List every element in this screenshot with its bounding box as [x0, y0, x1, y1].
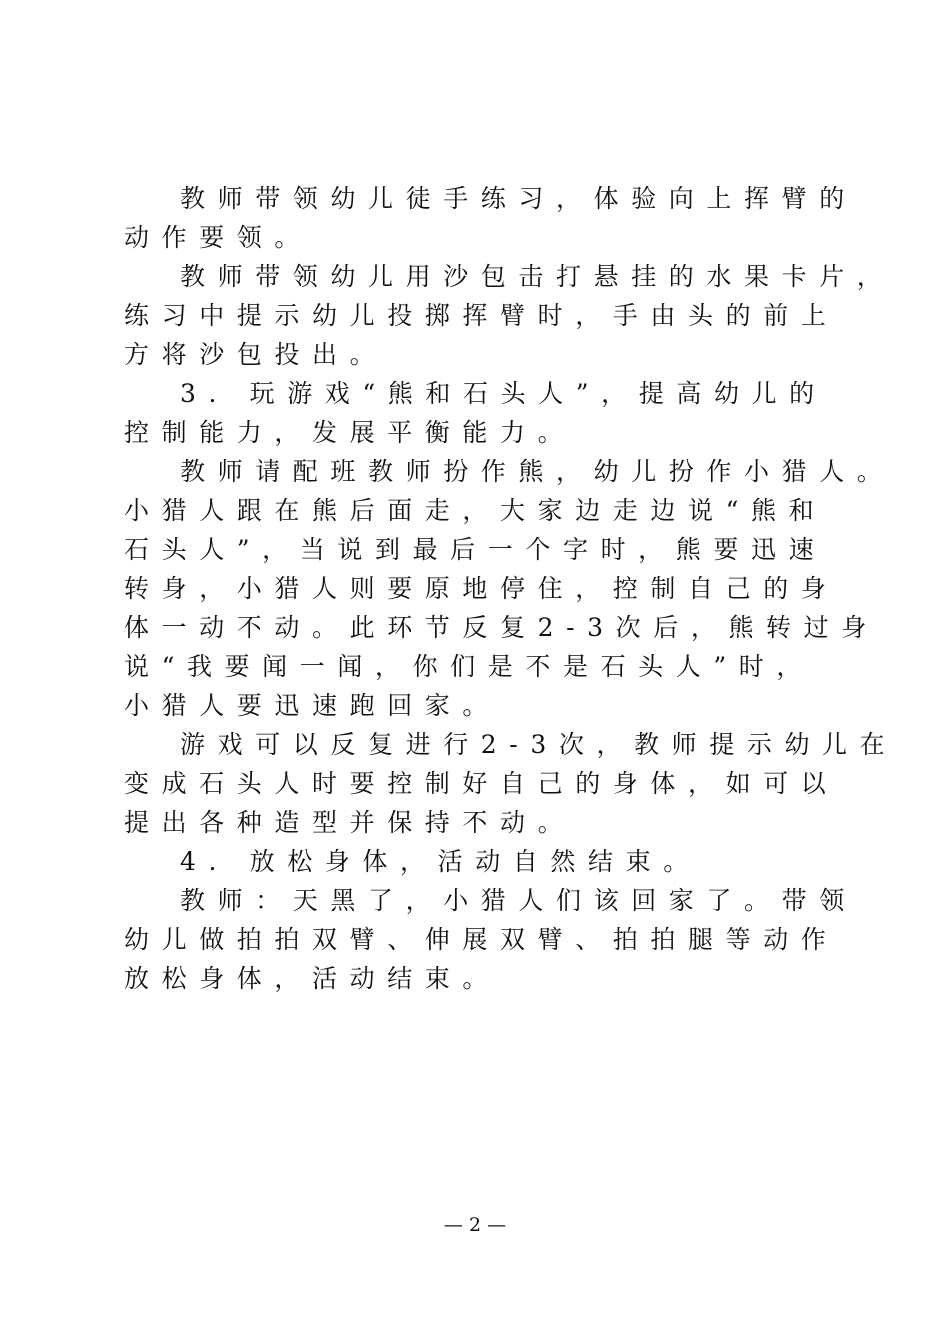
paragraph-line: 教师带领幼儿用沙包击打悬挂的水果卡片，: [180, 262, 895, 291]
paragraph-line: 变成石头人时要控制好自己的身体，如可以: [124, 769, 839, 798]
paragraph-line: 幼儿做拍拍双臂、伸展双臂、拍拍腿等动作: [124, 925, 839, 954]
section-heading-3: 3. 玩游戏“熊和石头人”，提高幼儿的: [180, 379, 827, 408]
paragraph-line: 教师带领幼儿徒手练习，体验向上挥臂的: [180, 184, 857, 213]
paragraph-line: 石头人”，当说到最后一个字时，熊要迅速: [124, 535, 827, 564]
paragraph-line: 方将沙包投出。: [124, 340, 388, 369]
paragraph-line: 小猎人跟在熊后面走，大家边走边说“熊和: [124, 496, 827, 525]
paragraph-line: 提出各种造型并保持不动。: [124, 808, 576, 837]
paragraph-line: 教师请配班教师扮作熊，幼儿扮作小猎人。: [180, 457, 895, 486]
paragraph-line: 放松身体，活动结束。: [124, 964, 501, 993]
paragraph-line: 练习中提示幼儿投掷挥臂时，手由头的前上: [124, 301, 839, 330]
paragraph-line: 体一动不动。此环节反复2-3次后，熊转过身: [124, 613, 879, 642]
paragraph-line: 游戏可以反复进行2-3次，教师提示幼儿在: [180, 730, 898, 759]
page-number: — 2 —: [443, 1214, 507, 1236]
paragraph-line: 控制能力，发展平衡能力。: [124, 418, 576, 447]
section-heading-4: 4. 放松身体，活动自然结束。: [180, 847, 701, 876]
paragraph-line: 小猎人要迅速跑回家。: [124, 691, 501, 720]
paragraph-line: 动作要领。: [124, 223, 313, 252]
paragraph-line: 教师：天黑了，小猎人们该回家了。带领: [180, 886, 857, 915]
paragraph-line: 说“我要闻一闻，你们是不是石头人”时，: [124, 652, 814, 681]
paragraph-line: 转身，小猎人则要原地停住，控制自己的身: [124, 574, 839, 603]
